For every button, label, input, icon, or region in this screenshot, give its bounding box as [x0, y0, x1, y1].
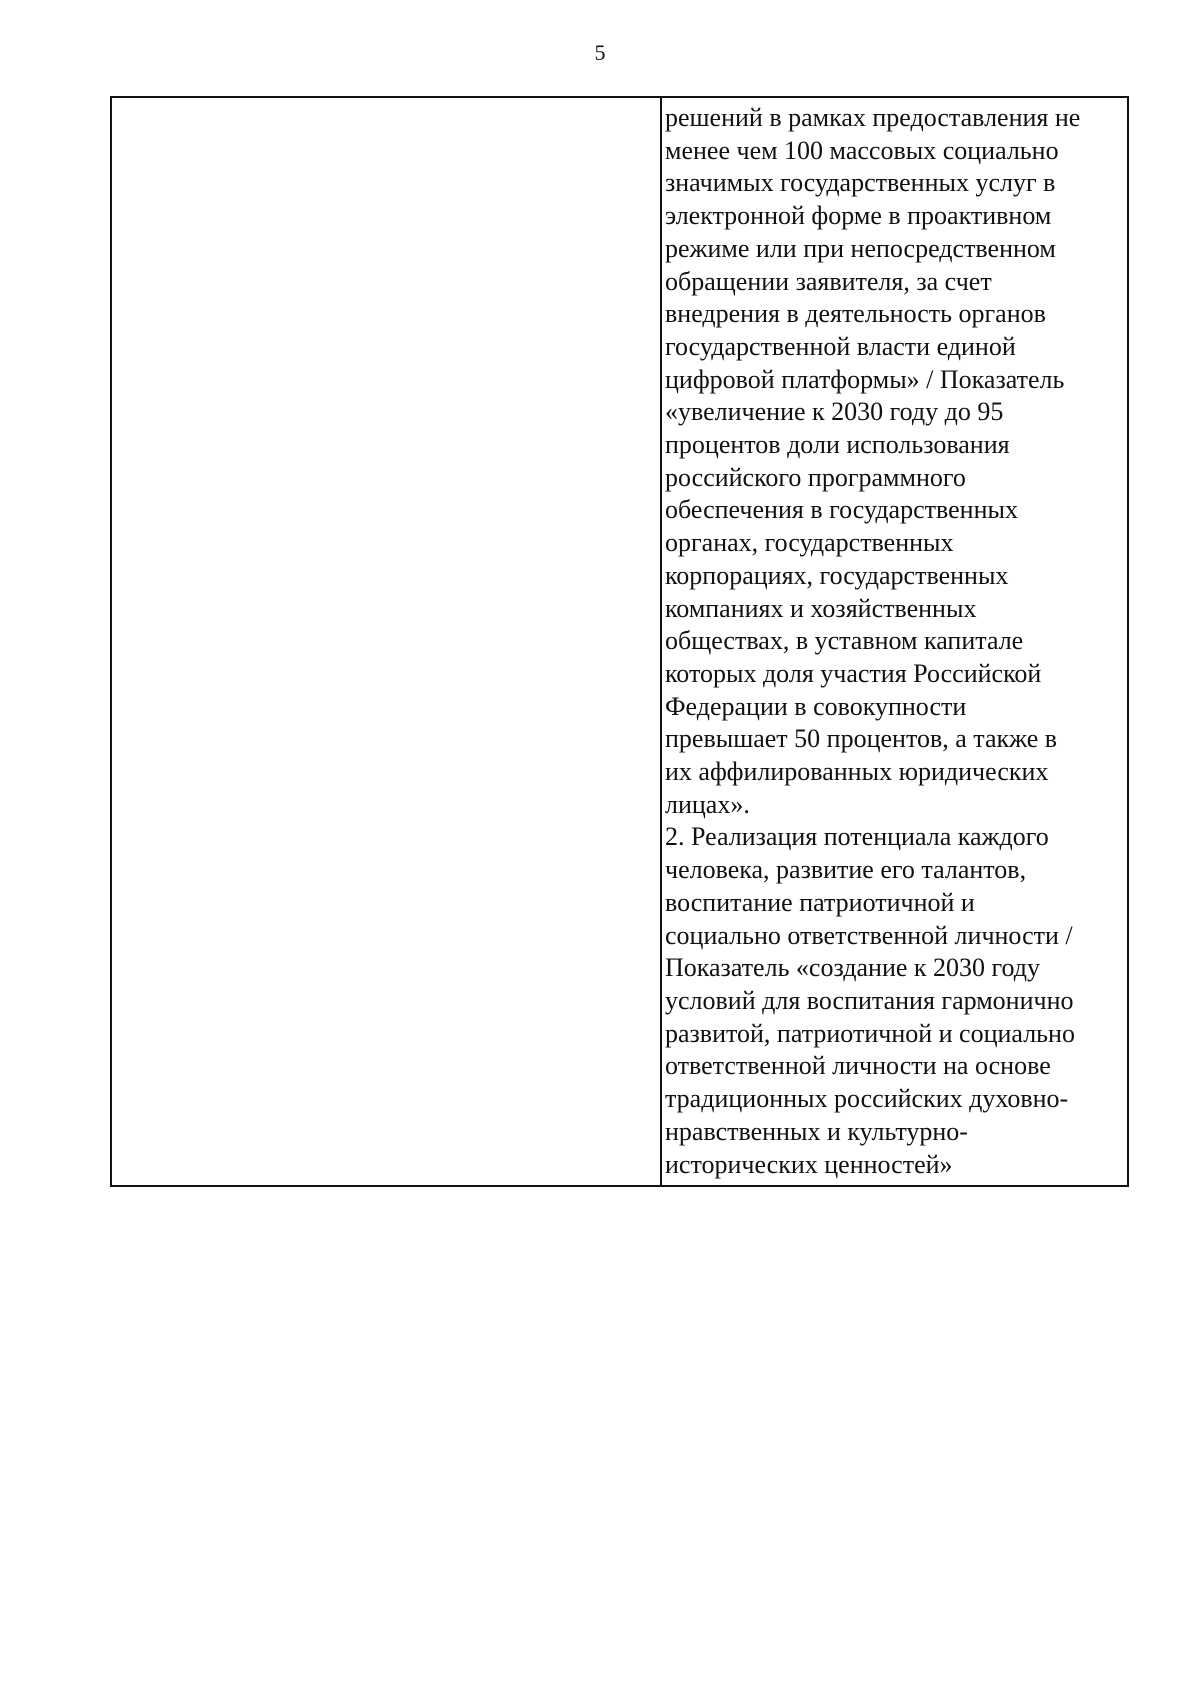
text-line: ответственной личности на основе [665, 1051, 1051, 1081]
page-number: 5 [594, 40, 606, 65]
text-line: нравственных и культурно- [665, 1116, 968, 1146]
text-line: обществах, в уставном капитале [665, 626, 1024, 656]
text-line: государственной власти единой [665, 331, 1016, 361]
text-line: процентов доли использования [665, 430, 1010, 460]
text-line: лицах». [665, 789, 750, 819]
text-line: исторических ценностей» [665, 1149, 953, 1179]
text-line: которых доля участия Российской [665, 658, 1042, 688]
text-line: компаниях и хозяйственных [665, 593, 977, 623]
text-line: режиме или при непосредственном [665, 233, 1056, 263]
text-line: электронной форме в проактивном [665, 201, 1052, 231]
text-line: Федерации в совокупности [665, 691, 967, 721]
text-line: их аффилированных юридических [665, 757, 1049, 787]
text-line: цифровой платформы» / Показатель [665, 364, 1065, 394]
text-line: развитой, патриотичной и социально [665, 1018, 1075, 1048]
text-line: российского программного [665, 462, 966, 492]
text-line: человека, развитие его талантов, [665, 855, 1027, 885]
text-line: 2. Реализация потенциала каждого [665, 822, 1049, 852]
text-line: обращении заявителя, за счет [665, 266, 992, 296]
text-line: условий для воспитания гармонично [665, 985, 1074, 1015]
text-line: органах, государственных [665, 528, 954, 558]
text-line: социально ответственной личности / [665, 920, 1073, 950]
table-cell-right [662, 98, 1127, 1185]
text-line: внедрения в деятельность органов [665, 299, 1046, 329]
text-line: менее чем 100 массовых социально [665, 135, 1059, 165]
text-line: Показатель «создание к 2030 году [665, 953, 1041, 983]
text-line: традиционных российских духовно- [665, 1084, 1069, 1114]
text-line: значимых государственных услуг в [665, 168, 1056, 198]
table-cell-left-empty [112, 98, 662, 1185]
text-line: обеспечения в государственных [665, 495, 1018, 525]
text-line: корпорациях, государственных [665, 560, 1009, 590]
text-line: воспитание патриотичной и [665, 887, 975, 917]
content-table [110, 96, 1129, 1187]
text-line: превышает 50 процентов, а также в [665, 724, 1058, 754]
text-line: «увеличение к 2030 году до 95 [665, 397, 1004, 427]
text-line: решений в рамках предоставления не [665, 103, 1081, 132]
